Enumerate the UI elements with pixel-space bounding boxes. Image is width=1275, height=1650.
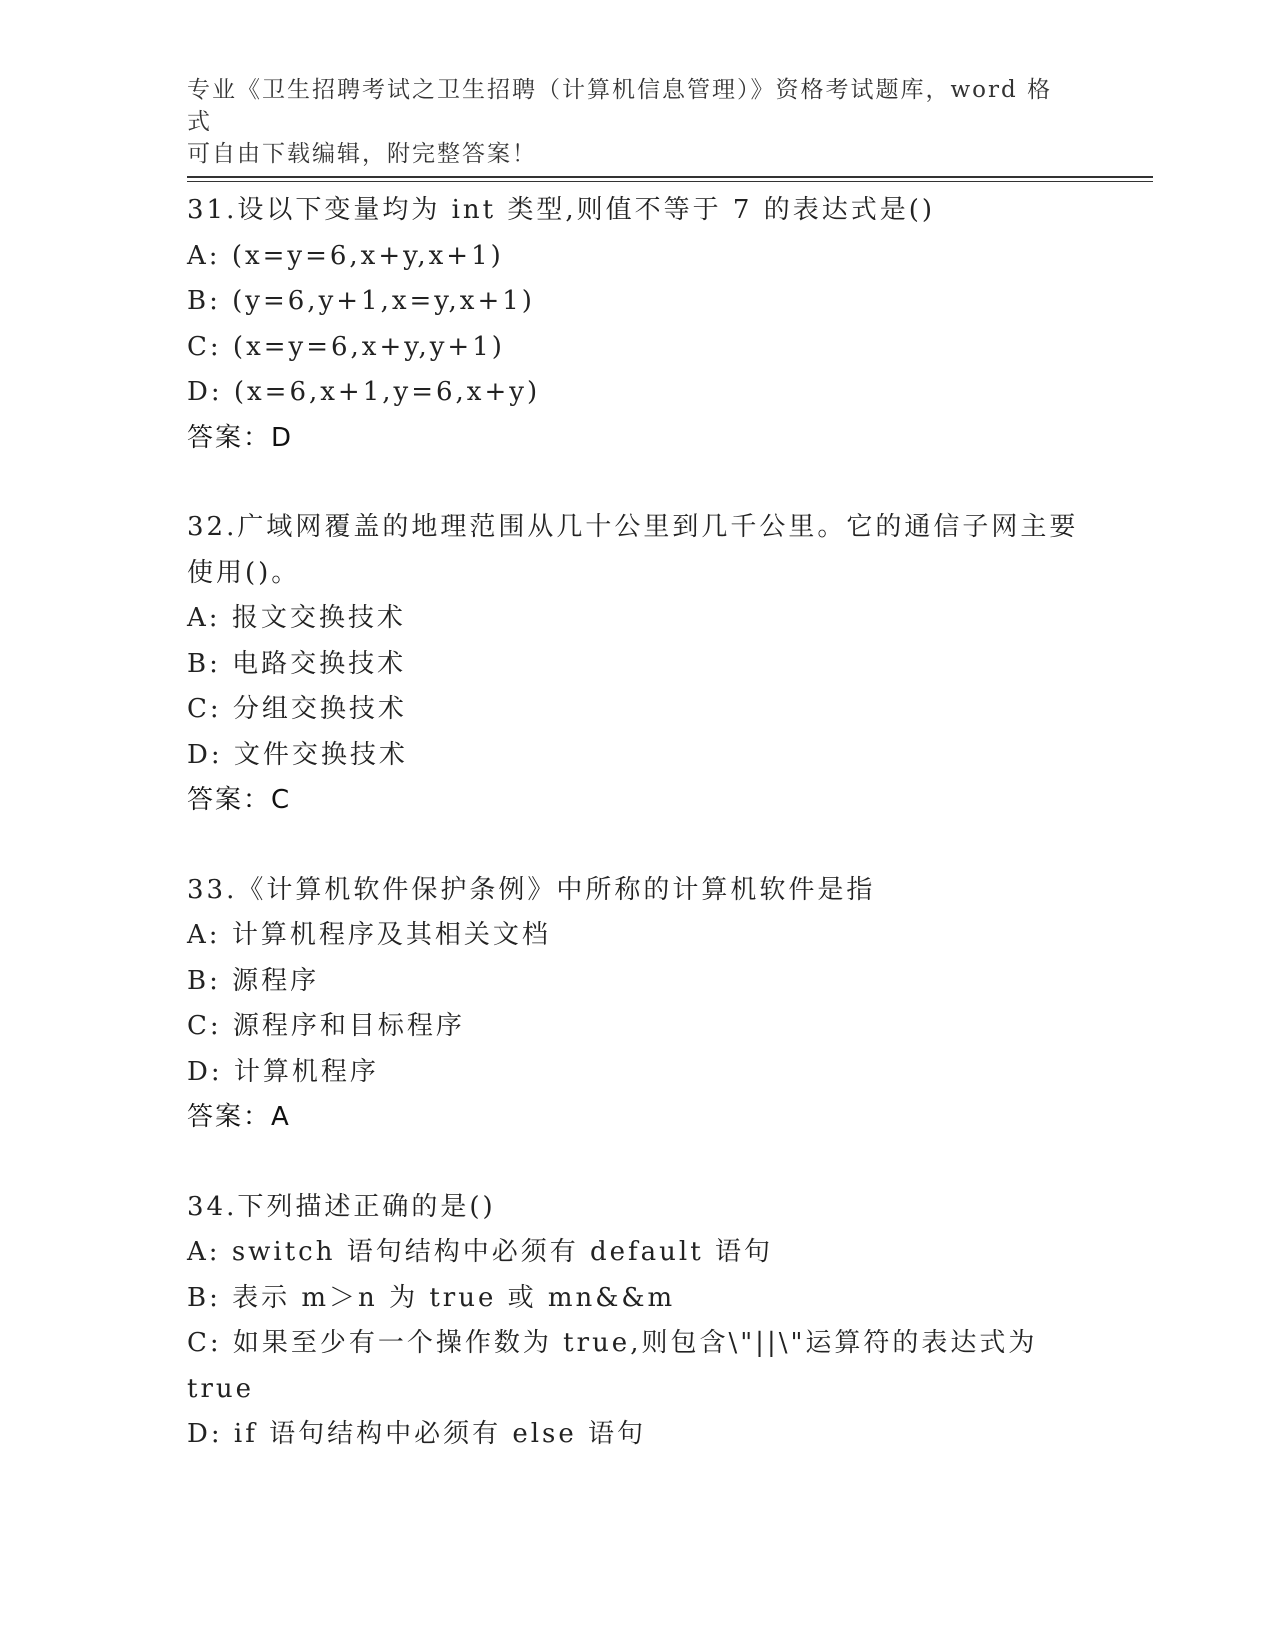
option-a: A: 计算机程序及其相关文档 <box>187 920 551 950</box>
header-rule-thin <box>187 181 1153 182</box>
option-b: B: (y=6,y+1,x=y,x+1) <box>187 286 535 316</box>
question-stem: 33.《计算机软件保护条例》中所称的计算机软件是指 <box>187 874 876 905</box>
question-33 <box>187 868 1087 1141</box>
option-d: D: if 语句结构中必须有 else 语句 <box>187 1419 647 1449</box>
option-a: A: 报文交换技术 <box>187 603 406 633</box>
option-c-continued: true <box>187 1373 255 1404</box>
option-a: A: switch 语句结构中必须有 default 语句 <box>187 1237 773 1267</box>
header-rule-thick <box>187 176 1153 178</box>
question-32 <box>187 505 1087 824</box>
option-b: B: 表示 m＞n 为 true 或 mn&&m <box>187 1282 676 1313</box>
header-line-1: 专业《卫生招聘考试之卫生招聘（计算机信息管理）》资格考试题库，word 格式 <box>187 77 1053 135</box>
option-c: C: 分组交换技术 <box>187 694 407 724</box>
option-b: B: 电路交换技术 <box>187 648 407 679</box>
option-d: D: 计算机程序 <box>187 1056 379 1087</box>
option-d: D: (x=6,x+1,y=6,x+y) <box>187 377 541 407</box>
answer: 答案：C <box>187 785 292 815</box>
option-c: C: 如果至少有一个操作数为 true,则包含\"||\"运算符的表达式为 <box>187 1328 1038 1358</box>
question-stem: 32.广域网覆盖的地理范围从几十公里到几千公里。它的通信子网主要 <box>187 512 1079 542</box>
answer: 答案：A <box>187 1102 291 1132</box>
option-a: A: (x=y=6,x+y,x+1) <box>187 240 504 271</box>
option-d: D: 文件交换技术 <box>187 739 408 770</box>
document-header <box>187 74 1067 170</box>
question-31 <box>187 188 1087 461</box>
question-stem: 31.设以下变量均为 int 类型,则值不等于 7 的表达式是() <box>187 195 936 225</box>
question-34 <box>187 1185 1087 1458</box>
option-c: C: 源程序和目标程序 <box>187 1011 465 1041</box>
question-stem-continued: 使用()。 <box>187 557 301 588</box>
question-list <box>187 188 1087 1502</box>
header-line-2: 可自由下载编辑，附完整答案！ <box>187 141 537 167</box>
answer: 答案：D <box>187 422 294 453</box>
option-b: B: 源程序 <box>187 965 320 996</box>
question-stem: 34.下列描述正确的是() <box>187 1191 496 1222</box>
option-c: C: (x=y=6,x+y,y+1) <box>187 331 505 362</box>
